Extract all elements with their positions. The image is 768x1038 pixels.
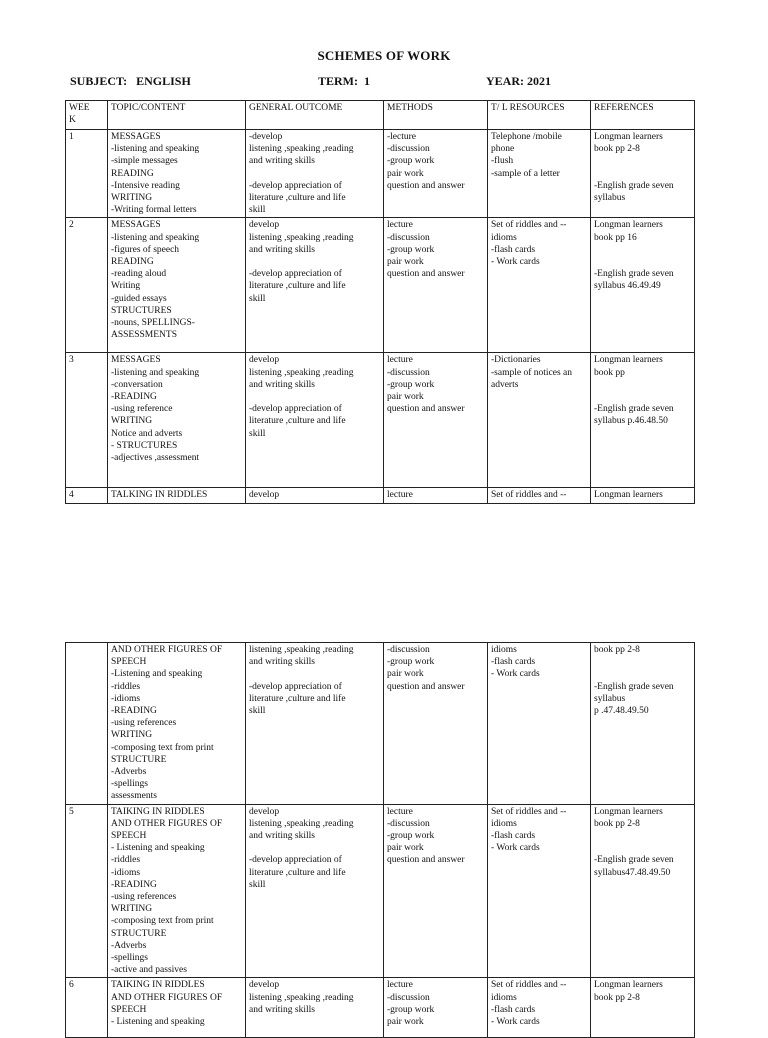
cell-methods: lecture -discussion -group work pair work question and answer [384, 804, 488, 978]
cell-outcome: -develop listening ,speaking ,reading and writing skills -develop appreciation of literature ,culture and life skill [246, 130, 384, 218]
table-row [66, 488, 695, 503]
cell-resources: Set of riddles and -- idioms -flash cards - Work cards [488, 218, 591, 353]
table-row [66, 130, 695, 218]
cell-methods: lecture [384, 488, 488, 503]
cell-references: Longman learners book pp 2-8 -English grade seven syllabus [591, 130, 695, 218]
table-row [66, 978, 695, 1038]
cell-week: 4 [66, 488, 108, 503]
cell-resources: Set of riddles and -- [488, 488, 591, 503]
header-references: REFERENCES [591, 101, 695, 130]
header-resources: T/ L RESOURCES [488, 101, 591, 130]
subject-label: SUBJECT: ENGLISH [70, 74, 191, 88]
cell-topic: TAIKING IN RIDDLES AND OTHER FIGURES OF SPEECH - Listening and speaking -riddles -idioms -READING -using references WRITING -composing text from print STRUCTURE -Adverbs -spellings -active and passives [108, 804, 246, 978]
cell-references: Longman learners book pp 16 -English grade seven syllabus 46.49.49 [591, 218, 695, 353]
scheme-table-continued [65, 642, 695, 1038]
cell-references: Longman learners [591, 488, 695, 503]
cell-references: Longman learners book pp -English grade seven syllabus p.46.48.50 [591, 353, 695, 488]
cell-week: 5 [66, 804, 108, 978]
table-row [66, 218, 695, 353]
header-topic: TOPIC/CONTENT [108, 101, 246, 130]
cell-methods: lecture -discussion -group work pair work question and answer [384, 218, 488, 353]
cell-week: 2 [66, 218, 108, 353]
cell-outcome: develop listening ,speaking ,reading and writing skills -develop appreciation of literature ,culture and life skill [246, 353, 384, 488]
table-row [66, 804, 695, 978]
cell-topic: TALKING IN RIDDLES [108, 488, 246, 503]
cell-references: Longman learners book pp 2-8 -English grade seven syllabus47.48.49.50 [591, 804, 695, 978]
cell-resources: Telephone /mobile phone -flush -sample of a letter [488, 130, 591, 218]
cell-topic: TAIKING IN RIDDLES AND OTHER FIGURES OF SPEECH - Listening and speaking [108, 978, 246, 1038]
header-methods: METHODS [384, 101, 488, 130]
cell-methods: -lecture -discussion -group work pair work question and answer [384, 130, 488, 218]
table-row [66, 643, 695, 805]
cell-methods: -discussion -group work pair work question and answer [384, 643, 488, 805]
cell-resources: Set of riddles and -- idioms -flash cards - Work cards [488, 804, 591, 978]
cell-week [66, 643, 108, 805]
cell-outcome: develop listening ,speaking ,reading and writing skills -develop appreciation of literature ,culture and life skill [246, 804, 384, 978]
cell-week: 3 [66, 353, 108, 488]
header-week: WEE K [66, 101, 108, 130]
cell-outcome: develop listening ,speaking ,reading and writing skills -develop appreciation of literature ,culture and life skill [246, 218, 384, 353]
table-header-row [66, 101, 695, 130]
cell-week: 1 [66, 130, 108, 218]
cell-topic: MESSAGES -listening and speaking -conversation -READING -using reference WRITING Notice and adverts - STRUCTURES -adjectives ,assessment [108, 353, 246, 488]
scheme-table-top [65, 100, 695, 504]
cell-resources: Set of riddles and -- idioms -flash cards - Work cards [488, 978, 591, 1038]
term-label: TERM: 1 [318, 74, 370, 88]
cell-methods: lecture -discussion -group work pair work [384, 978, 488, 1038]
cell-references: book pp 2-8 -English grade seven syllabus p .47.48.49.50 [591, 643, 695, 805]
cell-topic: AND OTHER FIGURES OF SPEECH -Listening and speaking -riddles -idioms -READING -using references WRITING -composing text from print STRUCTURE -Adverbs -spellings assessments [108, 643, 246, 805]
header-outcome: GENERAL OUTCOME [246, 101, 384, 130]
page-title: SCHEMES OF WORK [317, 48, 451, 63]
cell-methods: lecture -discussion -group work pair work question and answer [384, 353, 488, 488]
cell-resources: idioms -flash cards - Work cards [488, 643, 591, 805]
cell-topic: MESSAGES -listening and speaking -figures of speech READING -reading aloud Writing -guided essays STRUCTURES -nouns, SPELLINGS- ASSESSMENTS [108, 218, 246, 353]
cell-outcome: develop [246, 488, 384, 503]
table-row [66, 353, 695, 488]
cell-outcome: develop listening ,speaking ,reading and writing skills [246, 978, 384, 1038]
cell-outcome: listening ,speaking ,reading and writing skills -develop appreciation of literature ,culture and life skill [246, 643, 384, 805]
year-label: YEAR: 2021 [486, 74, 551, 88]
cell-topic: MESSAGES -listening and speaking -simple messages READING -Intensive reading WRITING -Writing formal letters [108, 130, 246, 218]
cell-references: Longman learners book pp 2-8 [591, 978, 695, 1038]
cell-week: 6 [66, 978, 108, 1038]
cell-resources: -Dictionaries -sample of notices an adverts [488, 353, 591, 488]
